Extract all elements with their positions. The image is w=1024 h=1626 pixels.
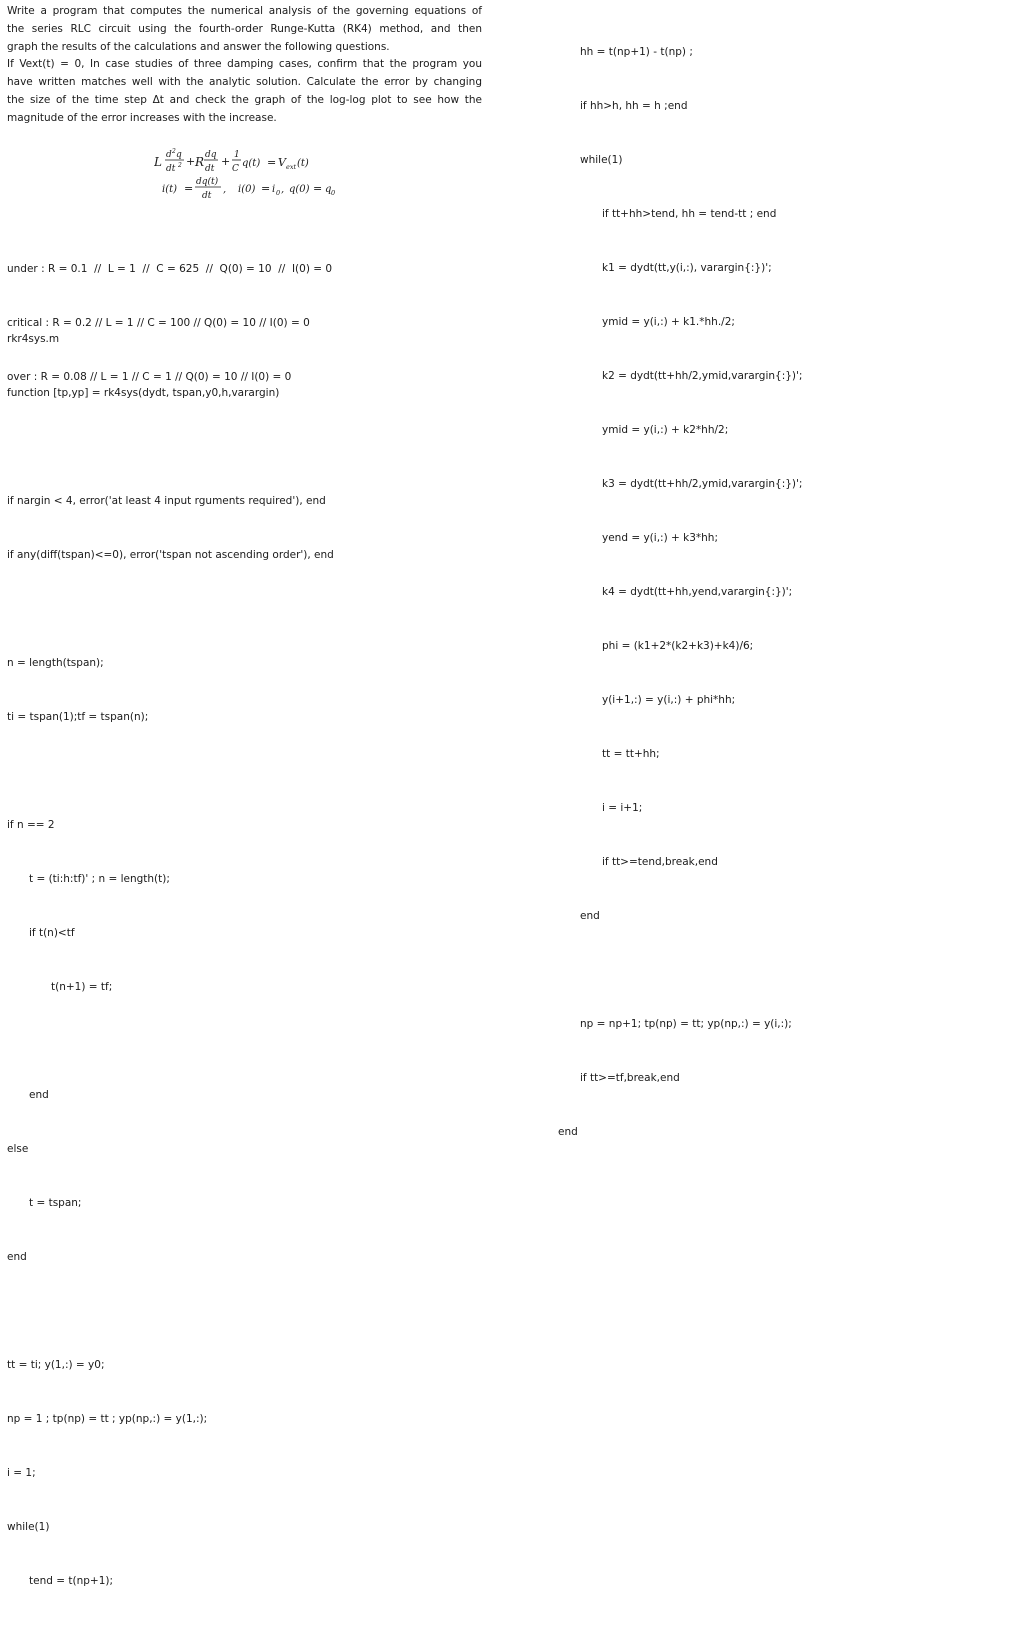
code-line <box>7 1302 334 1320</box>
code-line: hh = t(np+1) - t(np) ; <box>580 46 693 58</box>
eq-one: 1 <box>234 150 240 160</box>
code-line: rkr4sys.m <box>7 333 60 345</box>
problem-line: magnitude of the error increases with the increase. <box>7 111 277 124</box>
eq-d: d <box>166 150 172 160</box>
code-line: if hh>h, hh = h ;end <box>580 100 688 112</box>
code-line: k3 = dydt(tt+hh/2,ymid,varargin{:})'; <box>602 478 803 490</box>
code-line: tt = ti; y(1,:) = y0; <box>7 1359 105 1371</box>
case-over: over : R = 0.08 // L = 1 // C = 1 // Q(0) = 10 // I(0) = 0 <box>7 371 292 383</box>
eq-i0val: i <box>272 184 276 195</box>
code-line: y(i+1,:) = y(i,:) + phi*hh; <box>602 694 736 706</box>
code-line: yend = y(i,:) + k3*hh; <box>602 532 718 544</box>
code-line <box>7 1032 334 1050</box>
eq-ext: ext <box>286 163 297 171</box>
code-line: n = length(tspan); <box>7 657 104 669</box>
code-line: function [tp,yp] = rk4sys(dydt, tspan,y0,h,varargin) <box>7 387 280 399</box>
code-line: if nargin < 4, error('at least 4 input rguments required'), end <box>7 495 326 507</box>
code-line: end <box>580 910 600 922</box>
code-left <box>7 294 334 1626</box>
left-column <box>7 0 482 1587</box>
eq-equals: = <box>267 156 277 169</box>
eq-it: i(t) <box>162 184 178 195</box>
code-line: if t(n)<tf <box>29 927 75 939</box>
code-line <box>558 961 802 979</box>
eq-targ: (t) <box>297 158 309 169</box>
code-line: if tt>=tend,break,end <box>602 856 718 868</box>
eq-dt3: dt <box>202 191 212 201</box>
eq-V: V <box>278 156 286 169</box>
case-critical: critical : R = 0.2 // L = 1 // C = 100 // Q(0) = 10 // I(0) = 0 <box>7 317 310 329</box>
eq-dqt: dq(t) <box>196 177 219 187</box>
code-line: while(1) <box>580 154 623 166</box>
code-line: end <box>29 1089 49 1101</box>
eq-i0: i(0) <box>238 184 256 195</box>
governing-equation <box>154 146 374 204</box>
eq-L: L <box>154 155 162 169</box>
code-line: end <box>558 1126 578 1138</box>
code-line <box>7 762 334 780</box>
code-line: ti = tspan(1);tf = tspan(n); <box>7 711 149 723</box>
eq-dt2: dt <box>166 164 176 174</box>
code-line: i = i+1; <box>602 802 643 814</box>
code-line: t = (ti:h:tf)' ; n = length(t); <box>29 873 170 885</box>
problem-line: the series RLC circuit using the fourth-order Runge-Kutta (RK4) method, and then <box>7 22 482 35</box>
problem-line: the size of the time step Δt and check the graph of the log-log plot to see how the <box>7 93 482 106</box>
code-line: tt = tt+hh; <box>602 748 660 760</box>
code-line: while(1) <box>7 1521 50 1533</box>
eq-C: C <box>232 164 239 174</box>
eq-plus: + <box>221 155 231 168</box>
code-line: if any(diff(tspan)<=0), error('tspan not ascending order'), end <box>7 549 334 561</box>
code-line: if tt+hh>tend, hh = tend-tt ; end <box>602 208 777 220</box>
code-line: ymid = y(i,:) + k2*hh/2; <box>602 424 729 436</box>
code-line <box>7 600 334 618</box>
eq-comma: , <box>223 184 227 195</box>
code-line: k4 = dydt(tt+hh,yend,varargin{:})'; <box>602 586 793 598</box>
eq-R: R <box>195 155 205 169</box>
eq-dt: dt <box>205 164 215 174</box>
code-line: tend = t(np+1); <box>29 1575 114 1587</box>
eq-q0sub: 0 <box>331 189 336 197</box>
eq-i0sub: 0 <box>276 189 281 197</box>
code-line: t(n+1) = tf; <box>51 981 113 993</box>
code-line <box>7 438 334 456</box>
code-line: if n == 2 <box>7 819 55 831</box>
code-right <box>558 7 802 1177</box>
eq-q: q <box>176 150 182 160</box>
code-line: ymid = y(i,:) + k1.*hh./2; <box>602 316 735 328</box>
code-line: k1 = dydt(tt,y(i,:), varargin{:})'; <box>602 262 772 274</box>
code-line: np = 1 ; tp(np) = tt ; yp(np,:) = y(1,:); <box>7 1413 208 1425</box>
eq-sup2: 2 <box>178 162 182 169</box>
code-line: if tt>=tf,break,end <box>580 1072 680 1084</box>
code-line: np = np+1; tp(np) = tt; yp(np,:) = y(i,:); <box>580 1018 792 1030</box>
eq-q0: q(0) <box>289 184 310 195</box>
eq-q0val: q <box>325 184 332 195</box>
code-line: end <box>7 1251 27 1263</box>
code-line: else <box>7 1143 29 1155</box>
problem-line: graph the results of the calculations and answer the following questions. <box>7 40 390 53</box>
code-line: i = 1; <box>7 1467 36 1479</box>
eq-equals: = <box>261 182 271 195</box>
case-under: under : R = 0.1 // L = 1 // C = 625 // Q(0) = 10 // I(0) = 0 <box>7 263 333 275</box>
problem-statement <box>7 0 482 128</box>
code-line: k2 = dydt(tt+hh/2,ymid,varargin{:})'; <box>602 370 803 382</box>
eq-equals: = <box>313 182 323 195</box>
problem-line: If Vext(t) = 0, In case studies of three damping cases, confirm that the program you <box>7 58 482 71</box>
eq-sup: 2 <box>172 148 176 155</box>
eq-comma: , <box>281 184 285 195</box>
eq-dq: dq <box>205 150 217 160</box>
code-line: t = tspan; <box>29 1197 82 1209</box>
code-line: phi = (k1+2*(k2+k3)+k4)/6; <box>602 640 754 652</box>
problem-line: Write a program that computes the numerical analysis of the governing equations of <box>7 5 482 17</box>
eq-plus: + <box>186 155 196 168</box>
eq-equals: = <box>184 182 194 195</box>
problem-line: have written matches well with the analytic solution. Calculate the error by changing <box>7 76 482 89</box>
eq-qt: q(t) <box>242 158 261 169</box>
